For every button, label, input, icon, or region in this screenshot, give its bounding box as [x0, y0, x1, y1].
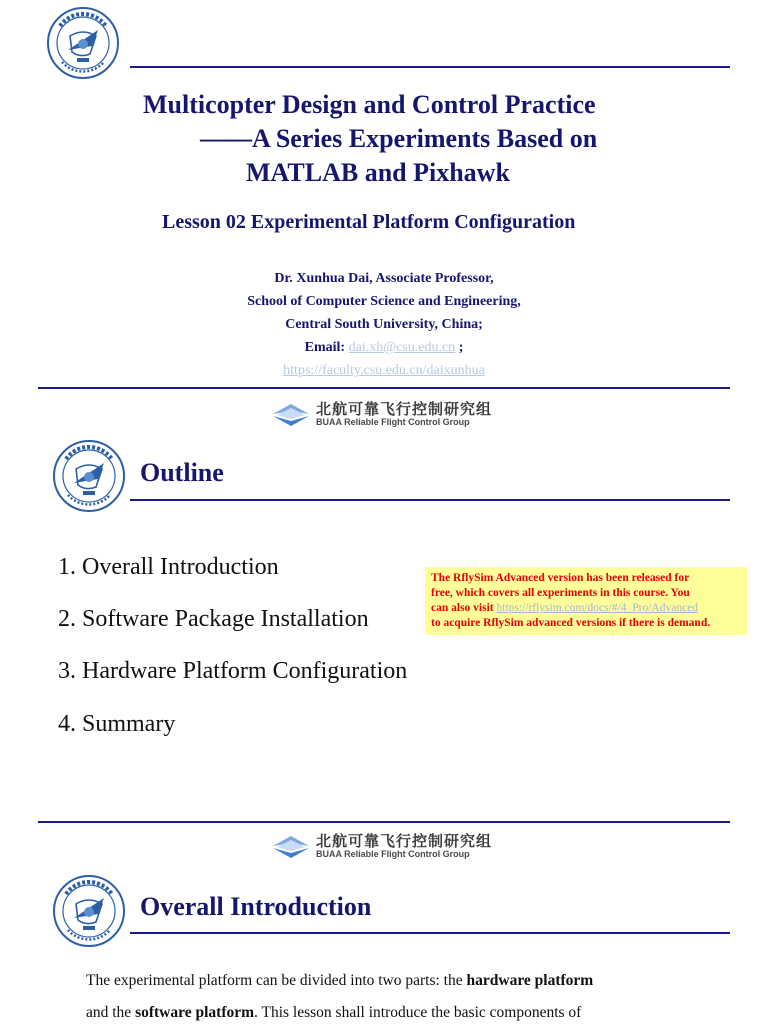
homepage-line	[0, 363, 768, 379]
overall-introduction-rule	[130, 932, 730, 934]
buaa-group-banner	[270, 398, 510, 434]
outline-heading-rule	[130, 499, 730, 501]
university-seal-icon	[52, 439, 126, 513]
banner-en-text: BUAA Reliable Flight Control Group	[316, 849, 470, 859]
outline-item-summary[interactable]: 4. Summary	[58, 711, 176, 737]
banner-cn-text: 北航可靠飞行控制研究组	[316, 400, 493, 418]
notice-line-1: The RflySim Advanced version has been released for	[431, 572, 690, 584]
buaa-logo-icon	[270, 402, 312, 428]
intro-paragraph-line-1	[86, 972, 593, 990]
rflysim-advanced-link[interactable]: https://rflysim.com/docs/#/4_Pro/Advanced	[496, 602, 699, 614]
intro-text-2c: . This lesson shall introduce the basic components of	[254, 1004, 582, 1021]
slide2-footer-rule	[38, 821, 730, 823]
header-rule	[130, 66, 730, 68]
notice-line-3-prefix: can also visit	[431, 602, 497, 614]
outline-item-software-package[interactable]: 2. Software Package Installation	[58, 606, 369, 632]
title-line-3: MATLAB and Pixhawk	[246, 158, 510, 187]
email-label: Email:	[304, 340, 346, 355]
software-platform-term: software platform	[135, 1004, 255, 1021]
school-line: School of Computer Science and Engineering,	[247, 294, 521, 309]
title-line-1: Multicopter Design and Control Practice	[143, 90, 596, 119]
outline-heading: Outline	[140, 458, 224, 487]
intro-text-1a: The experimental platform can be divided into two parts: the	[86, 972, 467, 989]
banner-en-text: BUAA Reliable Flight Control Group	[316, 417, 470, 427]
hardware-platform-term: hardware platform	[466, 972, 594, 989]
buaa-group-banner	[270, 830, 510, 866]
author-line: Dr. Xunhua Dai, Associate Professor,	[274, 271, 494, 286]
notice-line-4: to acquire RflySim advanced versions if there is demand.	[431, 617, 711, 629]
notice-line-3	[431, 601, 741, 616]
homepage-link[interactable]: https://faculty.csu.edu.cn/daixunhua	[283, 363, 485, 378]
university-seal-icon	[52, 874, 126, 948]
rflysim-notice-box	[425, 567, 747, 635]
email-link[interactable]: dai.xh@csu.edu.cn	[348, 340, 456, 355]
overall-introduction-heading: Overall Introduction	[140, 892, 372, 921]
email-line	[0, 340, 768, 356]
email-suffix: ;	[458, 340, 464, 355]
university-seal-icon	[46, 6, 120, 80]
university-line: Central South University, China;	[285, 317, 483, 332]
lesson-title: Lesson 02 Experimental Platform Configuration	[162, 211, 576, 233]
intro-text-2a: and the	[86, 1004, 136, 1021]
slide1-footer-rule	[38, 387, 730, 389]
outline-item-overall-introduction[interactable]: 1. Overall Introduction	[58, 554, 279, 580]
notice-line-2: free, which covers all experiments in this course. You	[431, 587, 690, 599]
banner-cn-text: 北航可靠飞行控制研究组	[316, 832, 493, 850]
outline-item-hardware-platform[interactable]: 3. Hardware Platform Configuration	[58, 658, 408, 684]
intro-paragraph-line-2	[86, 1004, 581, 1022]
title-line-2: ——A Series Experiments Based on	[200, 124, 598, 153]
buaa-logo-icon	[270, 834, 312, 860]
